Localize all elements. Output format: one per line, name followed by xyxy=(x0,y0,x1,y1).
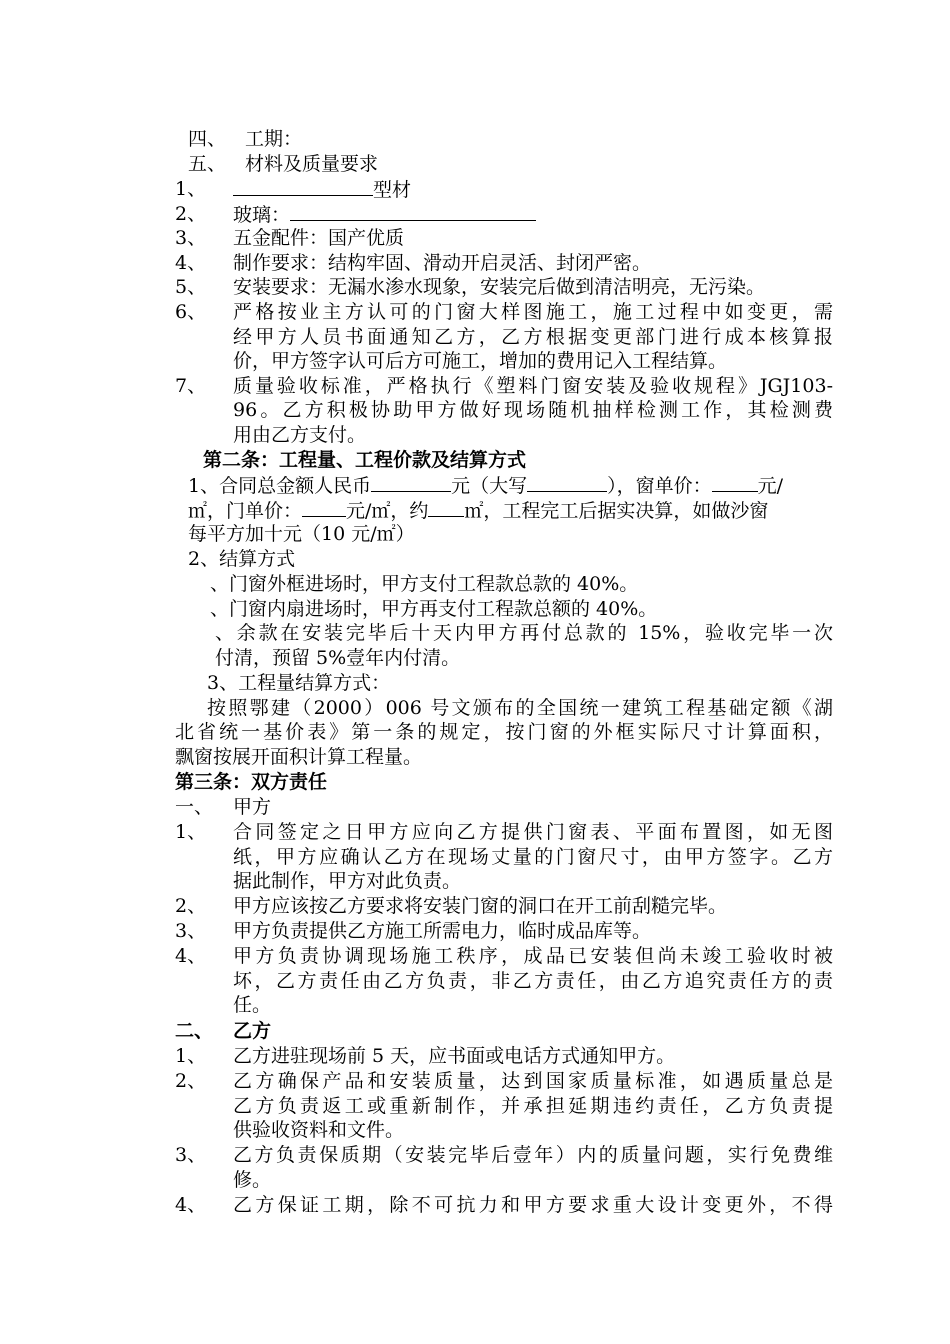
text: 元/㎡，约 xyxy=(346,500,429,522)
paragraph-line: 质量验收标准，严格执行《塑料门窗安装及验收规程》JGJ103- xyxy=(233,375,833,397)
blank-line xyxy=(302,498,346,517)
settlement-line: 、门窗内扇进场时，甲方再支付工程款总额的 40%。 xyxy=(210,598,658,620)
paragraph-line: 乙方负责保质期（安装完毕后壹年）内的质量问题，实行免费维 xyxy=(233,1144,833,1166)
item-number: 1、 xyxy=(175,178,207,200)
text: ），窗单价： xyxy=(607,475,712,497)
item-number: 4、 xyxy=(175,252,207,274)
paragraph-line: 用由乙方支付。 xyxy=(233,424,367,446)
section-number: 四、 xyxy=(188,128,227,150)
paragraph-line: 甲方应该按乙方要求将安装门窗的洞口在开工前刮糙完毕。 xyxy=(233,895,728,917)
text: ㎡，门单价： xyxy=(188,500,303,522)
paragraph-line: 价，甲方签字认可后方可施工，增加的费用记入工程结算。 xyxy=(233,350,728,372)
article-2-title: 第二条：工程量、工程价款及结算方式 xyxy=(203,449,527,471)
blank-line xyxy=(371,473,451,492)
text: 元/ xyxy=(757,475,784,497)
paragraph-line: 坏，乙方责任由乙方负责，非乙方责任，由乙方追究责任方的责 xyxy=(233,970,833,992)
text: 1、合同总金额人民币 xyxy=(188,475,372,497)
section-heading-schedule: 工期： xyxy=(245,128,303,150)
paragraph-line: 合同签定之日甲方应向乙方提供门窗表、平面布置图，如无图 xyxy=(233,821,833,843)
settlement-line: 、门窗外框进场时，甲方支付工程款总款的 40%。 xyxy=(210,573,639,595)
settlement-line: 付清，预留 5%壹年内付清。 xyxy=(215,647,461,669)
party-a-heading: 甲方 xyxy=(233,796,272,818)
item-number: 2、 xyxy=(175,1070,207,1092)
settlement-line: 、余款在安装完毕后十天内甲方再付总款的 15%，验收完毕一次 xyxy=(215,622,833,644)
item-number: 1、 xyxy=(175,821,207,843)
paragraph-line: 甲方负责提供乙方施工所需电力，临时成品库等。 xyxy=(233,920,652,942)
item-number: 1、 xyxy=(175,1045,207,1067)
paragraph-line: 经甲方人员书面通知乙方，乙方根据变更部门进行成本核算报 xyxy=(233,326,833,348)
material-installation: 安装要求：无漏水渗水现象，安装完后做到清洁明亮，无污染。 xyxy=(233,276,766,298)
paragraph-line: 据此制作，甲方对此负责。 xyxy=(233,870,462,892)
party-number: 一、 xyxy=(175,796,214,818)
blank-line xyxy=(290,202,536,221)
text: 元（大写 xyxy=(451,475,528,497)
paragraph-line: 任。 xyxy=(233,994,272,1016)
item-number: 4、 xyxy=(175,945,207,967)
paragraph-line: 按照鄂建（2000）006 号文颁布的全国统一建筑工程基础定额《湖 xyxy=(207,697,833,719)
paragraph-line: 飘窗按展开面积计算工程量。 xyxy=(175,746,423,768)
item-number: 3、 xyxy=(175,1144,207,1166)
item-number: 3、 xyxy=(175,227,207,249)
item-number: 2、 xyxy=(175,203,207,225)
section-number: 五、 xyxy=(188,153,227,175)
paragraph-line: 北省统一基价表》第一条的规定，按门窗的外框实际尺寸计算面积， xyxy=(175,721,833,743)
item-number: 6、 xyxy=(175,301,207,323)
item-number: 4、 xyxy=(175,1194,207,1216)
glass-label: 玻璃： xyxy=(233,204,291,226)
paragraph-line: 乙方进驻现场前 5 天，应书面或电话方式通知甲方。 xyxy=(233,1045,676,1067)
material-hardware: 五金配件：国产优质 xyxy=(233,227,405,249)
paragraph-line: 修。 xyxy=(233,1169,272,1191)
material-glass xyxy=(233,202,536,226)
blank-line xyxy=(233,177,373,196)
paragraph-line: 96。乙方积极协助甲方做好现场随机抽样检测工作，其检测费 xyxy=(233,399,833,421)
section-heading-materials: 材料及质量要求 xyxy=(245,153,379,175)
paragraph-line: 乙方负责返工或重新制作，并承担延期违约责任，乙方负责提 xyxy=(233,1095,833,1117)
text: ㎡，工程完工后据实决算，如做沙窗 xyxy=(464,500,769,522)
paragraph-line: 乙方确保产品和安装质量，达到国家质量标准，如遇质量总是 xyxy=(233,1070,833,1092)
paragraph-line: 甲方负责协调现场施工秩序，成品已安装但尚未竣工验收时被 xyxy=(233,945,833,967)
party-number: 二、 xyxy=(175,1020,214,1042)
settlement-title: 2、结算方式 xyxy=(188,548,296,570)
party-b-heading: 乙方 xyxy=(233,1020,272,1042)
material-profile xyxy=(233,177,411,201)
blank-line xyxy=(527,473,607,492)
paragraph-line: 乙方保证工期，除不可抗力和甲方要求重大设计变更外，不得 xyxy=(233,1194,833,1216)
blank-line xyxy=(428,498,464,517)
paragraph-line: 严格按业主方认可的门窗大样图施工，施工过程中如变更，需 xyxy=(233,301,833,323)
profile-label: 型材 xyxy=(373,179,412,201)
article-3-title: 第三条：双方责任 xyxy=(175,771,328,793)
contract-amount-line xyxy=(188,473,783,497)
paragraph-line: 纸，甲方应确认乙方在现场丈量的门窗尺寸，由甲方签字。乙方 xyxy=(233,846,833,868)
item-number: 3、 xyxy=(175,920,207,942)
contract-price-line xyxy=(188,498,768,522)
contract-screen-line: 每平方加十元（10 元/㎡） xyxy=(188,523,415,545)
paragraph-line: 供验收资料和文件。 xyxy=(233,1119,405,1141)
item-number: 2、 xyxy=(175,895,207,917)
item-number: 7、 xyxy=(175,375,207,397)
blank-line xyxy=(712,473,758,492)
material-fabrication: 制作要求：结构牢固、滑动开启灵活、封闭严密。 xyxy=(233,252,652,274)
quantity-calc-title: 3、工程量结算方式： xyxy=(207,672,391,694)
item-number: 5、 xyxy=(175,276,207,298)
